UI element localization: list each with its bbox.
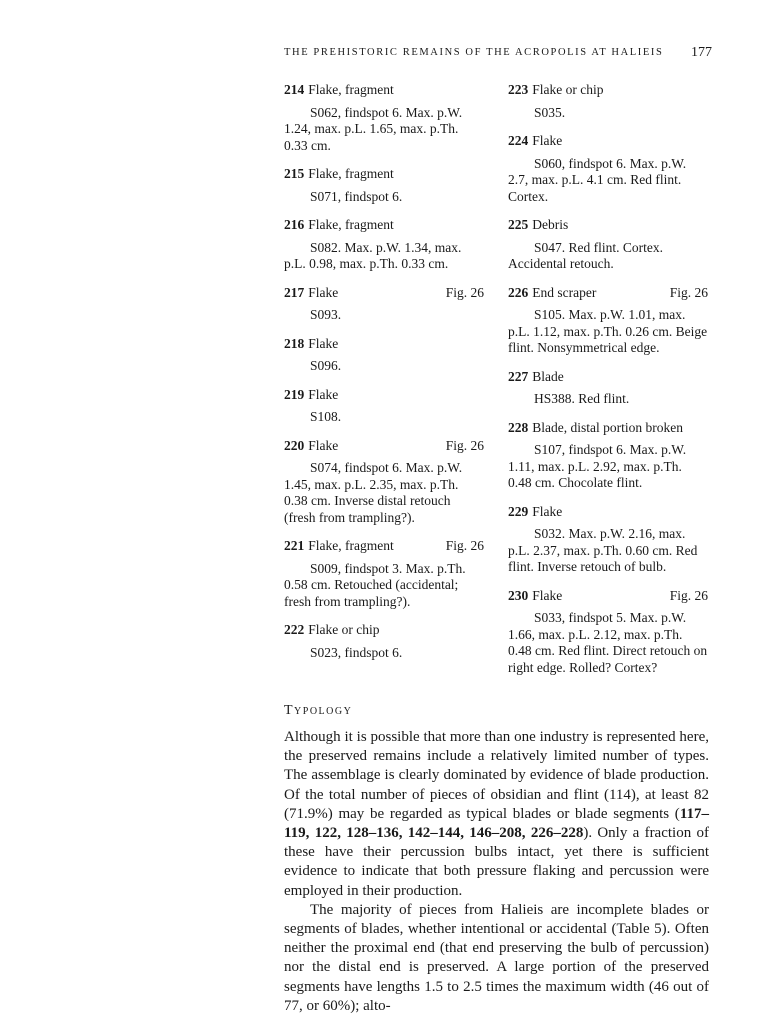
entry-number: 218 [284, 335, 305, 351]
entry-heading [508, 217, 708, 234]
entry-description: S071, findspot 6. [310, 188, 403, 204]
entry-heading [508, 588, 708, 605]
paragraph-2: The majority of pieces from Halieis are incomplete blades or segments of blades, whether intentional or accidental (Table 5). Often neither the proximal end (that end preserving the bulb of percussion) nor the distal end is preserved. A large portion of the preserved segments have lengths 1.5 to 2.5 times the maximum width (46 out of 77, or 60%); alto- [284, 901, 709, 1014]
entry-title: Flake [532, 587, 563, 603]
entry-description: S047. Red flint. Cortex. Accidental retouch. [508, 239, 663, 271]
catalog-refs: 117–119, 122, 128–136, 142–144, 146–208, 226–228 [284, 805, 709, 842]
figure-reference: Fig. 26 [669, 284, 708, 300]
entry-heading [284, 438, 484, 455]
entry-heading [284, 166, 484, 183]
entry-heading [508, 369, 708, 386]
entry-title: Flake or chip [532, 82, 604, 97]
entry-description: S074, findspot 6. Max. p.W. 1.45, max. p.L. 2.35, max. p.Th. 0.38 cm. Inverse distal retouch (fresh from trampling?). [284, 460, 463, 525]
catalog-entry [284, 285, 484, 324]
figure-reference: Fig. 26 [445, 437, 484, 453]
body-text [284, 728, 709, 1016]
entry-description: S108. [310, 409, 342, 424]
entry-title: Flake, fragment [308, 538, 394, 553]
entry-heading [508, 82, 708, 99]
entry-heading [284, 622, 484, 639]
entry-description: S107, findspot 6. Max. p.W. 1.11, max. p.L. 2.92, max. p.Th. 0.48 cm. Chocolate flint. [508, 442, 687, 490]
catalog-entry [284, 538, 484, 610]
catalog-entry [284, 82, 484, 154]
entry-number: 214 [284, 82, 305, 97]
entry-description: S093. [310, 307, 342, 322]
figure-reference: Fig. 26 [445, 284, 484, 300]
entry-number: 230 [508, 587, 529, 603]
entry-title: Blade, distal portion broken [532, 419, 683, 435]
figure-reference: Fig. 26 [445, 538, 484, 553]
catalog-entry [508, 133, 708, 205]
entry-heading [508, 420, 708, 437]
section-title: Typology [284, 703, 353, 718]
catalog-entry [284, 217, 484, 273]
entry-number: 217 [284, 284, 305, 300]
entry-number: 222 [284, 622, 305, 637]
entry-number: 226 [508, 284, 529, 300]
catalog-entry [284, 438, 484, 527]
entry-title: Debris [532, 217, 569, 232]
entry-heading [284, 217, 484, 234]
entry-description: S023, findspot 6. [310, 644, 403, 660]
figure-reference: Fig. 26 [669, 587, 708, 603]
entry-heading [284, 285, 484, 302]
catalog-entry [508, 217, 708, 273]
entry-description: HS388. Red flint. [534, 391, 630, 406]
entry-description: S082. Max. p.W. 1.34, max. p.L. 0.98, max. p.Th. 0.33 cm. [284, 239, 462, 271]
catalog-entry [508, 504, 708, 576]
entry-title: Flake [308, 386, 339, 402]
entry-title: Flake [532, 503, 563, 519]
page-number: 177 [691, 45, 712, 60]
catalog-entry [508, 82, 708, 121]
catalog-column-left [284, 82, 484, 673]
entry-description: S096. [310, 358, 342, 373]
entry-description: S035. [534, 104, 566, 120]
entry-title: Blade [532, 368, 564, 384]
entry-title: Flake or chip [308, 622, 380, 637]
entry-title: Flake, fragment [308, 82, 394, 97]
entry-title: End scraper [532, 284, 597, 300]
entry-description: S105. Max. p.W. 1.01, max. p.L. 1.12, max. p.Th. 0.26 cm. Beige flint. Nonsymmetrical edge. [508, 307, 708, 355]
entry-number: 219 [284, 386, 305, 402]
entry-number: 229 [508, 503, 529, 519]
entry-number: 228 [508, 419, 529, 435]
entry-title: Flake [308, 335, 339, 351]
entry-title: Flake, fragment [308, 217, 394, 232]
entry-number: 220 [284, 437, 305, 453]
entry-description: S032. Max. p.W. 2.16, max. p.L. 2.37, max. p.Th. 0.60 cm. Red flint. Inverse retouch of bulb. [508, 526, 698, 574]
entry-number: 221 [284, 538, 305, 553]
running-head [284, 47, 712, 58]
catalog-entry [284, 387, 484, 426]
entry-description: S060, findspot 6. Max. p.W. 2.7, max. p.L. 4.1 cm. Red flint. Cortex. [508, 155, 687, 204]
catalog-entry [284, 166, 484, 205]
entry-heading [284, 387, 484, 404]
catalog-column-right [508, 82, 708, 688]
entry-number: 215 [284, 166, 305, 181]
entry-title: Flake [308, 284, 339, 300]
catalog-entry [508, 369, 708, 408]
catalog-entry [284, 336, 484, 375]
catalog-entry [284, 622, 484, 661]
entry-number: 227 [508, 368, 529, 384]
entry-number: 216 [284, 217, 305, 232]
entry-heading [508, 504, 708, 521]
entry-title: Flake [308, 437, 339, 453]
entry-heading [508, 133, 708, 150]
entry-title: Flake, fragment [308, 166, 394, 181]
entry-description: S009, findspot 3. Max. p.Th. 0.58 cm. Retouched (accidental; fresh from trampling?). [284, 560, 466, 609]
entry-description: S033, findspot 5. Max. p.W. 1.66, max. p.L. 2.12, max. p.Th. 0.48 cm. Red flint. Direct retouch on right edge. Rolled? Cortex? [508, 610, 708, 675]
entry-number: 225 [508, 217, 529, 232]
catalog-entry [508, 420, 708, 492]
catalog-entry [508, 285, 708, 357]
entry-number: 224 [508, 133, 529, 148]
entry-heading [508, 285, 708, 302]
entry-heading [284, 82, 484, 99]
paragraph-1: Although it is possible that more than one industry is represented here, the preserved remains include a relatively limited number of types. The assemblage is clearly dominated by evidence of blade production. Of the total number of pieces of obsidian and flint (114), at least 82 (71.9%) may be regarded as typical blades or blade segments (117–119, 122, 128–136, 142–144, 146–208, 226–228). Only a fraction of these have their percussion bulbs intact, yet there is sufficient evidence to indicate that both pressure flaking and percussion were employed in their production. [284, 729, 709, 899]
entry-description: S062, findspot 6. Max. p.W. 1.24, max. p.L. 1.65, max. p.Th. 0.33 cm. [284, 104, 463, 153]
entry-title: Flake [532, 133, 563, 148]
entry-heading [284, 538, 484, 555]
running-title: THE PREHISTORIC REMAINS OF THE ACROPOLIS AT HALIEIS [284, 47, 664, 58]
entry-number: 223 [508, 82, 529, 97]
entry-heading [284, 336, 484, 353]
catalog-entry [508, 588, 708, 677]
